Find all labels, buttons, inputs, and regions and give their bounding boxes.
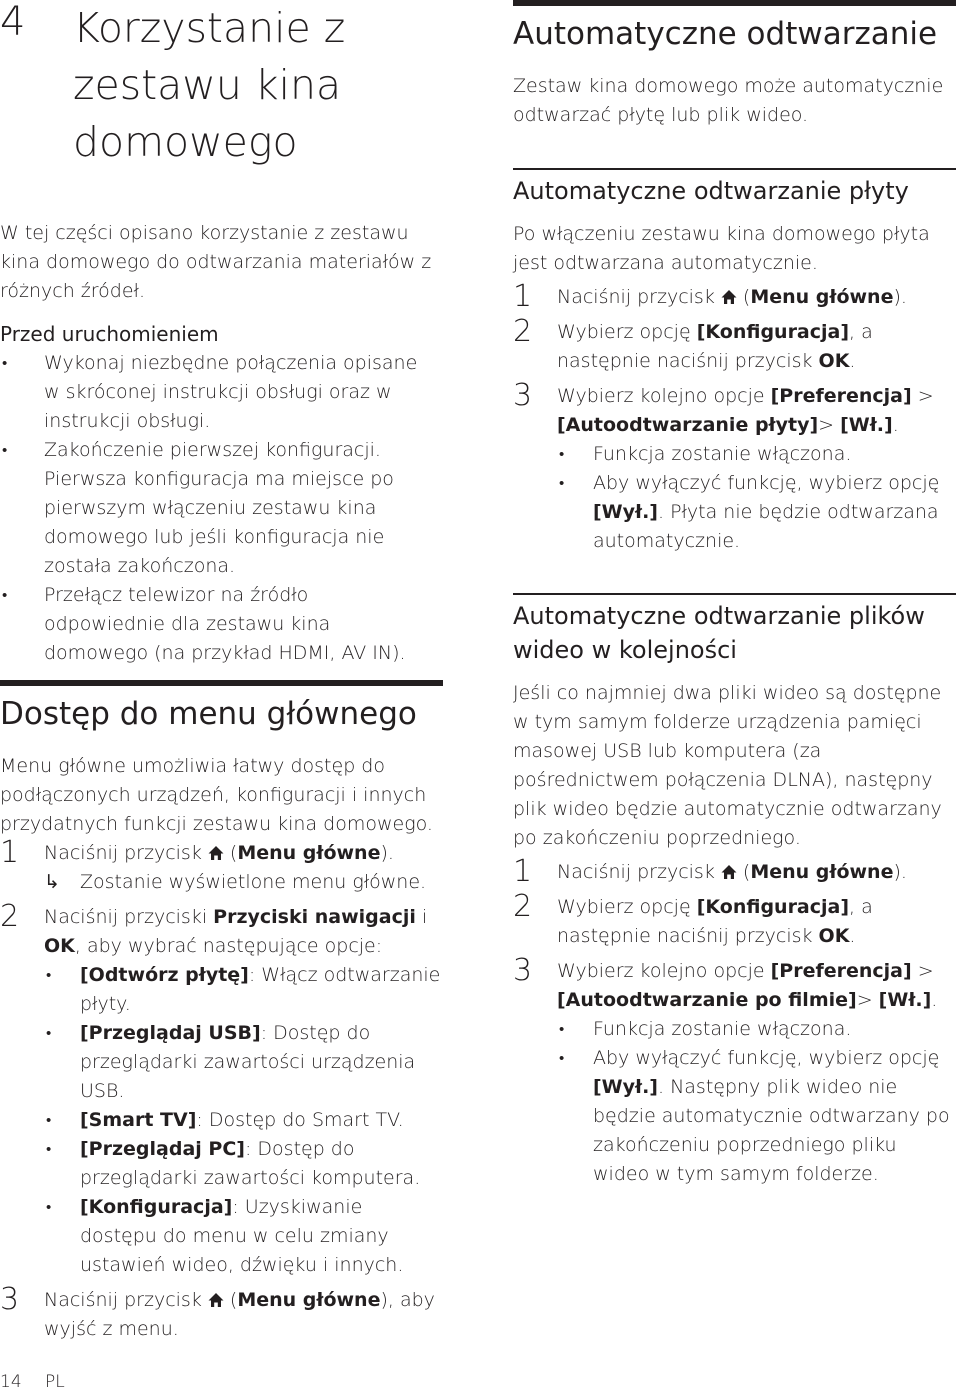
main-menu-heading: Dostęp do menu głównego bbox=[0, 696, 417, 732]
section-rule bbox=[0, 680, 443, 686]
step-number: 3 bbox=[513, 378, 533, 413]
menu-options bbox=[0, 961, 443, 1280]
step-3: 3 Wybierz kolejno opcje [Preferencja] > [Autoodtwarzanie po filmie]> [Wł.]. bbox=[513, 953, 938, 1011]
video-autoplay-heading: Automatyczne odtwarzanie plików wideo w kolejności bbox=[513, 602, 925, 664]
step-1: 1 Naciśnij przycisk (Menu główne). bbox=[513, 854, 907, 889]
step-bullet: • Funkcja zostanie włączona. bbox=[557, 440, 956, 469]
step-2: 2 Naciśnij przyciski Przyciski nawigacji i OK, aby wybrać następujące opcje: bbox=[0, 899, 428, 957]
video-autoplay-intro: Jeśli co najmniej dwa pliki wideo są dostępne w tym samym folderze urządzenia pamięci masowej USB lub komputera (za pośrednictwem połączenia DLNA), następny plik wideo będzie automatycznie odtwarzany po zakończeniu poprzedniego. bbox=[513, 682, 942, 849]
menu-option: • [Smart TV]: Dostęp do Smart TV. bbox=[44, 1106, 443, 1135]
step-number: 1 bbox=[513, 854, 533, 889]
step-number: 2 bbox=[513, 314, 533, 349]
home-icon bbox=[208, 1292, 224, 1308]
step-number: 1 bbox=[513, 279, 533, 314]
home-icon bbox=[208, 845, 224, 861]
disc-autoplay-heading: Automatyczne odtwarzanie płyty bbox=[513, 177, 909, 205]
step-bullets bbox=[513, 440, 956, 556]
step-3: 3 Wybierz kolejno opcje [Preferencja] > [Autoodtwarzanie płyty]> [Wł.]. bbox=[513, 378, 934, 436]
chapter-intro: W tej części opisano korzystanie z zestawu kina domowego do odtwarzania materiałów z różnych źródeł. bbox=[0, 222, 432, 302]
language-code: PL bbox=[45, 1372, 65, 1392]
step-bullet: • Funkcja zostanie włączona. bbox=[557, 1015, 956, 1044]
page-footer bbox=[0, 1372, 83, 1392]
step-2: 2 Wybierz opcję [Konfiguracja], a następnie naciśnij przycisk OK. bbox=[513, 889, 873, 947]
step-bullet: • Aby wyłączyć funkcję, wybierz opcję [Wył.]. Następny plik wideo nie będzie automatycznie odtwarzany po zakończeniu poprzedniego pliku wideo w tym samym folderze. bbox=[557, 1044, 956, 1189]
chapter-number: 4 bbox=[0, 0, 26, 45]
before-bullet: • Wykonaj niezbędne połączenia opisane w skróconej instrukcji obsługi oraz w instrukcji obsługi. bbox=[0, 349, 435, 436]
step-result: ↳ Zostanie wyświetlone menu główne. bbox=[44, 868, 443, 897]
step-1: 1 Naciśnij przycisk (Menu główne). bbox=[0, 835, 394, 870]
step-number: 2 bbox=[0, 899, 20, 934]
step-bullet: • Aby wyłączyć funkcję, wybierz opcję [Wył.]. Płyta nie będzie odtwarzana automatycznie. bbox=[557, 469, 956, 556]
before-heading: Przed uruchomieniem bbox=[0, 322, 219, 346]
menu-option: • [Przeglądaj USB]: Dostęp do przeglądarki zawartości urządzenia USB. bbox=[44, 1019, 443, 1106]
step-number: 2 bbox=[513, 889, 533, 924]
step-number: 3 bbox=[0, 1282, 20, 1317]
section-rule bbox=[513, 0, 956, 6]
step-2: 2 Wybierz opcję [Konfiguracja], a następnie naciśnij przycisk OK. bbox=[513, 314, 873, 372]
step-1: 1 Naciśnij przycisk (Menu główne). bbox=[513, 279, 907, 314]
step-number: 3 bbox=[513, 953, 533, 988]
step-bullets bbox=[513, 1015, 956, 1189]
chapter-title: Korzystanie z zestawu kina domowego bbox=[73, 4, 346, 166]
main-menu-intro: Menu główne umożliwia łatwy dostęp do podłączonych urządzeń, konfiguracji i innych przydatnych funkcji zestawu kina domowego. bbox=[0, 755, 433, 835]
step-3: 3 Naciśnij przycisk (Menu główne), aby wyjść z menu. bbox=[0, 1282, 435, 1340]
page-number: 14 bbox=[0, 1372, 22, 1392]
subsection-rule bbox=[513, 168, 956, 170]
menu-option: • [Konfiguracja]: Uzyskiwanie dostępu do menu w celu zmiany ustawień wideo, dźwięku i innych. bbox=[44, 1193, 443, 1280]
autoplay-intro: Zestaw kina domowego może automatycznie odtwarzać płytę lub plik wideo. bbox=[513, 75, 944, 126]
home-icon bbox=[721, 864, 737, 880]
result-arrow-icon: ↳ bbox=[44, 871, 60, 893]
before-bullet: • Przełącz telewizor na źródło odpowiednie dla zestawu kina domowego (na przykład HDMI, AV IN). bbox=[0, 581, 435, 668]
autoplay-heading: Automatyczne odtwarzanie bbox=[513, 16, 938, 52]
menu-option: • [Odtwórz płytę]: Włącz odtwarzanie płyty. bbox=[44, 961, 443, 1019]
before-bullet: • Zakończenie pierwszej konfiguracji. Pierwsza konfiguracja ma miejsce po pierwszym włączeniu zestawu kina domowego lub jeśli konfiguracja nie została zakończona. bbox=[0, 436, 435, 581]
menu-option: • [Przeglądaj PC]: Dostęp do przeglądarki zawartości komputera. bbox=[44, 1135, 443, 1193]
subsection-rule bbox=[513, 593, 956, 595]
step-number: 1 bbox=[0, 835, 20, 870]
home-icon bbox=[721, 289, 737, 305]
disc-autoplay-intro: Po włączeniu zestawu kina domowego płyta jest odtwarzana automatycznie. bbox=[513, 223, 930, 274]
